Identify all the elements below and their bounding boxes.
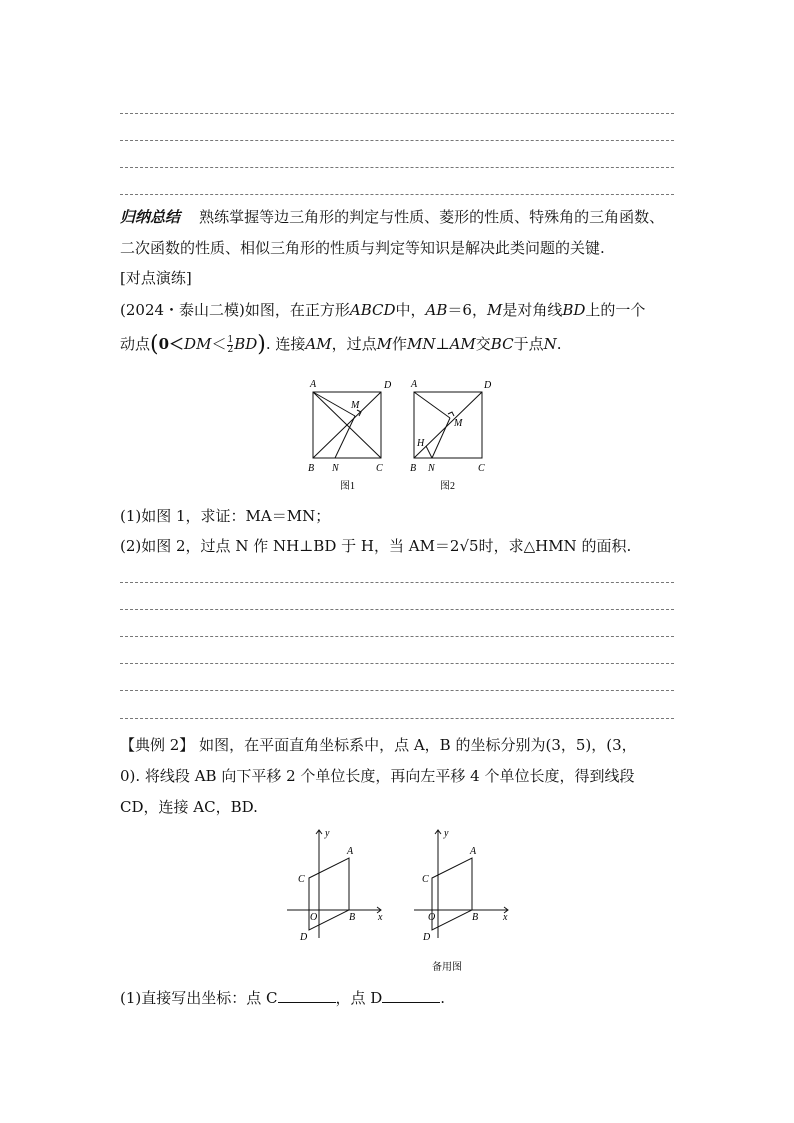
fig2-caption: 图2 (440, 481, 455, 492)
label-M: M (351, 400, 360, 411)
label-N: N (428, 463, 435, 474)
answer-line (120, 167, 674, 168)
backup-caption: 备用图 (432, 962, 462, 973)
question-2: (2)如图 2，过点 N 作 NH⊥BD 于 H，当 AM＝2√5时，求△HMN 的面积. (120, 537, 632, 555)
fraction: $\frac{1}{2}$ (227, 334, 234, 355)
label-A: A (310, 379, 317, 390)
example-line-3: CD，连接 AC，BD. (120, 798, 258, 816)
answer-line (120, 663, 674, 664)
summary-line-1 (120, 207, 664, 227)
practice-heading: [对点演练] (120, 269, 192, 287)
answer-line (120, 690, 674, 691)
label-N: N (332, 463, 339, 474)
label-A: A (411, 379, 418, 390)
label-D: D (300, 932, 308, 943)
summary-text-1: 熟练掌握等边三角形的判定与性质、菱形的性质、特殊角的三角函数、 (199, 208, 665, 226)
example-line-1: 【典例 2】 如图，在平面直角坐标系中，点 A，B 的坐标分别为(3，5)，(3， (120, 736, 637, 754)
label-D: D (384, 380, 392, 391)
example-line-2: 0). 将线段 AB 向下平移 2 个单位长度，再向左平移 4 个单位长度，得到线段 (120, 767, 635, 785)
figure-2 (402, 374, 502, 494)
label-D: D (484, 380, 492, 391)
label-y: y (325, 828, 330, 839)
answer-line (120, 582, 674, 583)
label-C: C (422, 874, 429, 885)
label-B: B (349, 912, 356, 923)
example-question-1: (1)直接写出坐标：点 C ，点 D . (120, 989, 446, 1007)
label-D: D (423, 932, 431, 943)
label-x: x (503, 912, 508, 923)
label-C: C (298, 874, 305, 885)
answer-blank-d[interactable] (382, 988, 440, 1003)
fig1-caption: 图1 (340, 481, 355, 492)
question-1: (1)如图 1，求证：MA＝MN； (120, 507, 331, 525)
label-C: C (478, 463, 485, 474)
answer-line (120, 609, 674, 610)
label-O: O (310, 912, 318, 923)
answer-blank-c[interactable] (278, 988, 336, 1003)
summary-text-2: 二次函数的性质、相似三角形的性质与判定等知识是解决此类问题的关键. (120, 239, 605, 257)
answer-line (120, 140, 674, 141)
label-H: H (417, 438, 425, 449)
label-y: y (444, 828, 449, 839)
label-B: B (472, 912, 479, 923)
answer-line (120, 718, 674, 719)
practice-line-1: (2024・泰山二模)如图，在正方形ABCD中，AB＝6，M是对角线BD上的一个 (120, 301, 646, 319)
practice-line-2: 动点(0＜DM＜ $\frac{1}{2}$ BD). 连接AM，过点M作MN⊥AM交BC于点N. (120, 332, 562, 357)
label-B: B (410, 463, 417, 474)
answer-line (120, 113, 674, 114)
answer-line (120, 636, 674, 637)
figure-1 (300, 374, 400, 494)
label-A: A (347, 846, 354, 857)
label-O: O (428, 912, 436, 923)
coordinate-figure (283, 826, 393, 946)
label-B: B (308, 463, 315, 474)
label-x: x (378, 912, 383, 923)
answer-line (120, 194, 674, 195)
label-C: C (376, 463, 383, 474)
coordinate-figure-backup (410, 826, 520, 976)
label-M: M (454, 418, 463, 429)
label-A: A (470, 846, 477, 857)
summary-label: 归纳总结 (120, 208, 181, 226)
